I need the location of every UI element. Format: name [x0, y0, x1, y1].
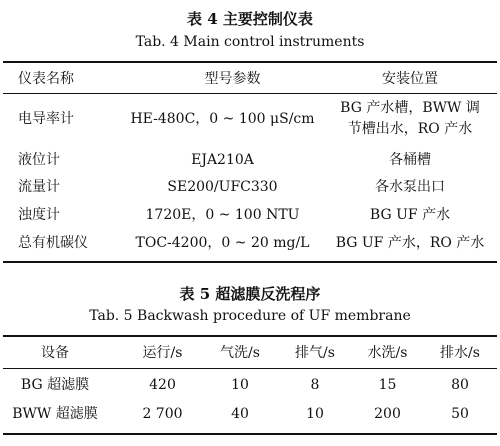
table4-cell-model: TOC-4200，0 ~ 20 mg/L — [135, 235, 310, 251]
table5-cell-run: 2 700 — [142, 406, 183, 422]
table4-caption-cn: 表 4 主要控制仪表 — [187, 10, 313, 28]
table4-cell-location: 各桶槽 — [389, 152, 431, 168]
table4-cell-location: 各水泵出口 — [375, 179, 445, 195]
table4-cell-location: BG 产水槽，BWW 调 — [340, 100, 480, 116]
table5-cell-air-wash: 10 — [231, 377, 249, 393]
table5-cell-vent: 8 — [310, 377, 320, 393]
table4-cell-name: 总有机碳仪 — [18, 235, 88, 251]
table4-cell-location: BG UF 产水 — [369, 207, 451, 223]
table5-header-air-wash: 气洗/s — [220, 345, 260, 361]
table5-bottom-rule — [3, 433, 497, 435]
table5-caption-en: Tab. 5 Backwash procedure of UF membrane — [89, 308, 411, 324]
table4-cell-name: 电导率计 — [18, 111, 74, 127]
table5-header-water-wash: 水洗/s — [367, 345, 408, 361]
table5-header-device: 设备 — [41, 345, 69, 361]
table5-cell-device: BWW 超滤膜 — [12, 406, 98, 422]
table4-cell-model: SE200/UFC330 — [167, 179, 278, 195]
table4-cell-name: 液位计 — [18, 152, 60, 168]
table5-cell-vent: 10 — [306, 406, 324, 422]
table5-cell-device: BG 超滤膜 — [20, 377, 90, 393]
table5-caption-cn: 表 5 超滤膜反洗程序 — [179, 285, 321, 303]
table4-bottom-rule — [3, 261, 497, 263]
table5-header-rule — [3, 368, 497, 369]
table5-cell-water-wash: 200 — [374, 406, 401, 422]
table5-cell-drain: 80 — [451, 377, 469, 393]
table5-header-run: 运行/s — [142, 345, 183, 361]
table4-cell-name: 流量计 — [18, 179, 60, 195]
table5-cell-run: 420 — [149, 377, 176, 393]
table4-cell-model: 1720E，0 ~ 100 NTU — [145, 207, 300, 223]
table5-header-vent: 排气/s — [295, 345, 335, 361]
table4-cell-model: HE-480C，0 ~ 100 μS/cm — [130, 111, 315, 127]
table5-cell-drain: 50 — [451, 406, 469, 422]
table4-header-location: 安装位置 — [382, 71, 438, 87]
table4-cell-name: 浊度计 — [18, 207, 60, 223]
table5-top-rule — [3, 335, 497, 337]
table4-header-rule — [3, 93, 497, 94]
table5-header-drain: 排水/s — [440, 345, 480, 361]
table4-caption-en: Tab. 4 Main control instruments — [135, 34, 365, 50]
table4-cell-location: BG UF 产水，RO 产水 — [335, 235, 485, 251]
table4-cell-location: 节槽出水，RO 产水 — [347, 121, 473, 137]
table4-header-name: 仪表名称 — [18, 71, 74, 87]
table5-cell-water-wash: 15 — [378, 377, 397, 393]
table4-cell-model: EJA210A — [191, 152, 254, 168]
table4-top-rule — [3, 61, 497, 63]
table5-cell-air-wash: 40 — [231, 406, 249, 422]
table4-header-model: 型号参数 — [204, 71, 261, 87]
